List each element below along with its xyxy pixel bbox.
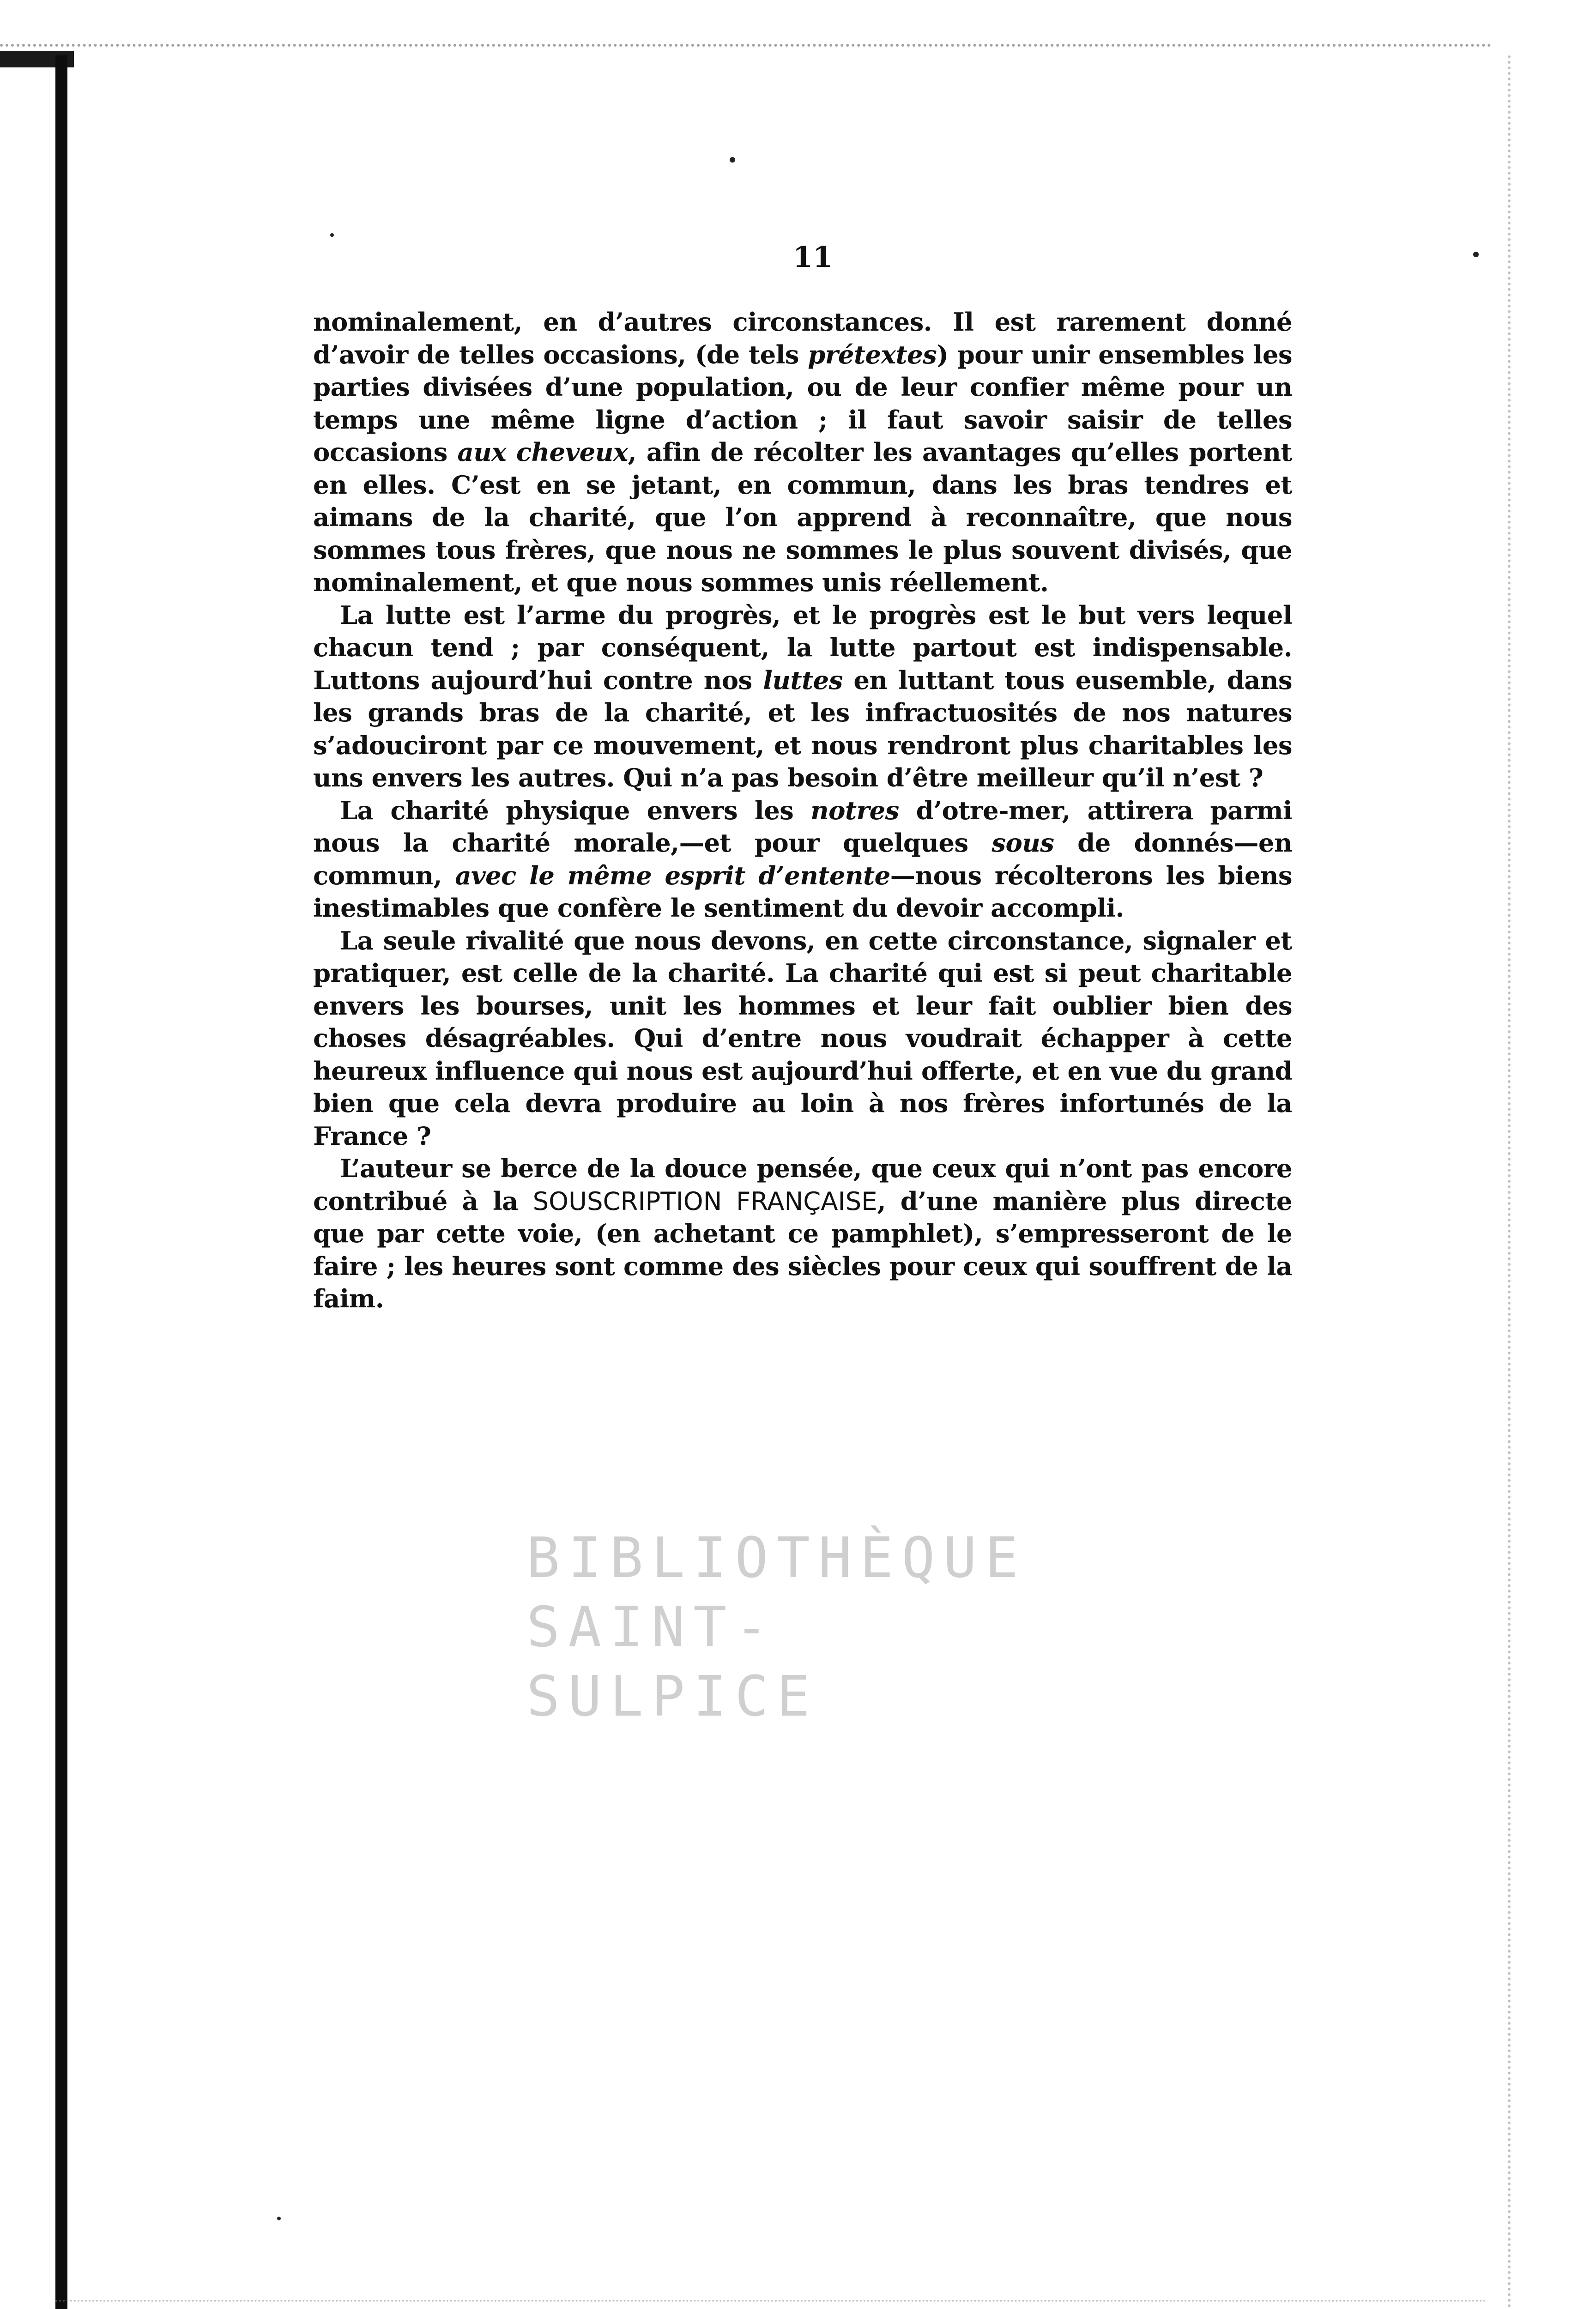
scan-right-edge [1489,55,1511,2309]
text-run: de donnés—en commun, [313,828,1293,890]
text-run: , d’une manière plus directe que par cette voie, (en achetant ce pamphlet), s’empresseront de le faire ; les heures sont comme des siècles pour ceux qui souffrent de la faim. [313,1186,1292,1313]
text-run: ) pour unir ensembles les parties divisées d’une population, ou de leur confier même pour un temps une même ligne d’action ; il faut savoir saisir de telles occasions [313,339,1292,467]
scan-speck [1473,252,1479,257]
text-run: La charité physique envers les [340,795,811,825]
text-run: La lutte est l’arme du progrès, et le progrès est le but vers lequel chacun tend ; par conséquent, la lutte partout est indispensable. Luttons aujourd’hui contre nos [313,600,1292,695]
text-run: en luttant tous eusemble, dans les grands bras de la charité, et les infractuosités de nos natures s’adouciront par ce mouvement, et nous rendront plus charitables les uns envers les autres. Qui n’a pas besoin d’être meilleur qu’il n’est ? [313,665,1292,792]
body-text [313,306,1292,1315]
library-stamp [526,1524,1034,1732]
capitals-text: SOUSCRIPTION FRANÇAISE [532,1186,877,1216]
page-number: 11 [792,240,833,274]
scan-speck [277,2217,281,2220]
text-run: d’otre-mer, attirera parmi nous la charité morale,—et pour quelques [313,795,1292,858]
stamp-line: BIBLIOTHÈQUE [526,1526,1027,1590]
stamp-line: SAINT-SULPICE [526,1596,818,1729]
paragraph [313,925,1292,1153]
italic-text: prétextes [808,339,937,369]
paragraph [313,1152,1292,1315]
scan-speck [730,157,735,163]
italic-text: avec le même esprit d’entente [455,860,890,890]
text-run: L’auteur se berce de la douce pensée, que ceux qui n’ont pas encore contribué à la [313,1154,1292,1216]
paragraph [313,306,1292,599]
italic-text: luttes [763,665,843,695]
scan-speck [330,233,334,237]
scan-bottom-edge [55,2300,1487,2306]
text-run: —nous récolterons les biens inestimables que confère le sentiment du devoir accompli. [313,860,1292,923]
scan-top-edge [0,44,1492,79]
italic-text: aux cheveux [457,437,628,467]
paragraph [313,794,1292,925]
text-run: La seule rivalité que nous devons, en cette circonstance, signaler et pratiquer, est celle de la charité. La charité qui est si peut charitable envers les bourses, unit les hommes et leur fait oublier bien des choses désagréables. Qui d’entre nous voudrait échapper à cette heureux influence qui nous est aujourd’hui offerte, et en vue du grand bien que cela devra produire au loin à nos frères infortunés de la France ? [313,925,1292,1151]
text-run: , afin de récolter les avantages qu’elles portent en elles. C’est en se jetant, en commun, dans les bras tendres et aimans de la charité, que l’on apprend à reconnaître, que nous sommes tous frères, que nous ne sommes le plus souvent divisés, que nominalement, et que nous sommes unis réellement. [313,437,1292,597]
text-run: nominalement, en d’autres circonstances. Il est rarement donné d’avoir de telles occasions, (de tels [313,307,1292,369]
italic-text: sous [991,828,1054,858]
paragraph [313,599,1292,794]
italic-text: notres [810,795,899,825]
binding-edge [55,55,67,2309]
